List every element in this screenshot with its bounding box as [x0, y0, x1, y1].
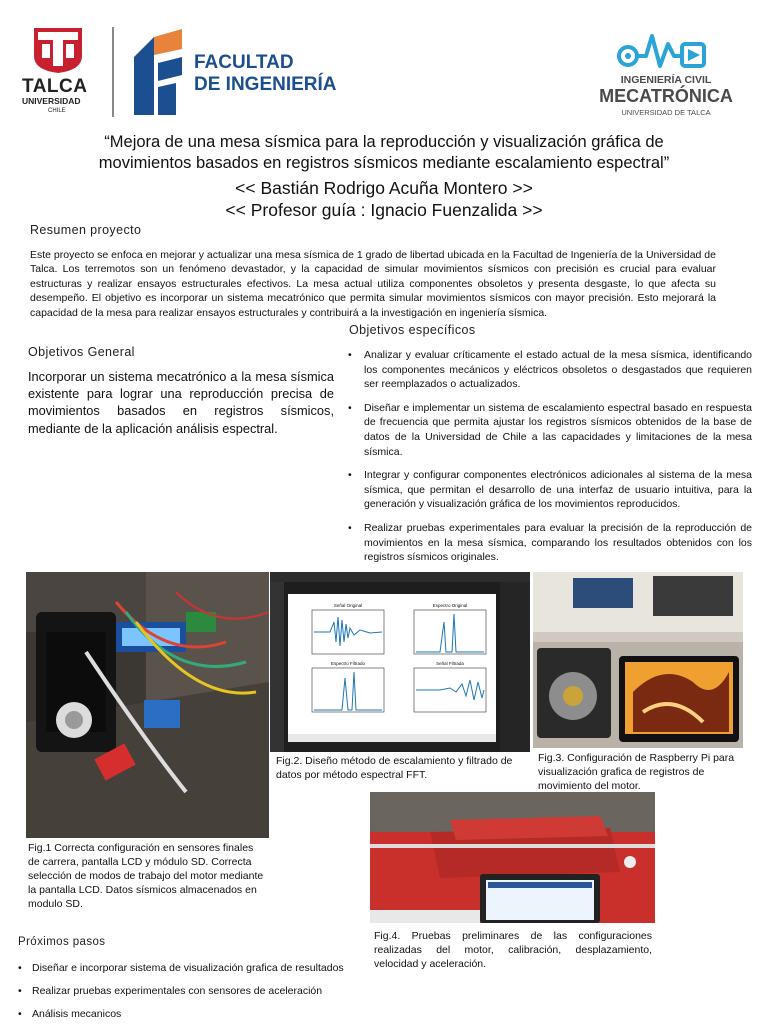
bullet-icon: • [18, 985, 22, 997]
fig2-plot-title: Espectro Filtrado [330, 661, 366, 666]
fig4-photo [370, 792, 655, 923]
proximos-pasos-list [18, 962, 378, 1031]
list-item-text: Realizar pruebas experimentales con sensores de aceleración [32, 985, 323, 997]
objetivo-general-heading: Objetivos General [28, 345, 135, 359]
facultad-ingenieria-logo [132, 27, 184, 117]
resumen-text: Este proyecto se enfoca en mejorar y actualizar una mesa sísmica de 1 grado de libertad ubicada en la Facultad de Ingeniería de la Universidad de Talca. Los terremotos son un fenómeno devastador, y la capacidad de simular movimientos sísmicos con precisión es crucial para evaluar estructuras y realizar ensayos estructurales efectivos. La mesa actual utiliza componentes obsoletos y presenta desgaste, lo que afecta su desempeño. El objetivo es incorporar un sistema mecatrónico que permita simular movimientos sísmicos con mayor precisión. Esto mejorará la capacidad de la mesa para realizar ensayos estructurales y contribuirá a la investigación en ingeniería sísmica. [30, 249, 716, 319]
university-name: TALCA [22, 76, 88, 97]
university-label: UNIVERSIDAD [22, 96, 81, 106]
objetivo-general-text: Incorporar un sistema mecatrónico a la mesa sísmica existente para lograr una reproducción precisa de movimientos basados en registros sísmicos, mediante de la aplicación análisis espectral. [28, 369, 334, 436]
program-line3: UNIVERSIDAD DE TALCA [621, 108, 711, 117]
objetivos-especificos-list [346, 348, 752, 574]
bullet-icon: • [18, 1008, 22, 1020]
fig2-caption: Fig.2. Diseño método de escalamiento y filtrado de datos por método espectral FFT. [276, 755, 513, 781]
fig2-screenshot [270, 572, 530, 752]
fig2-plot-title: Señal Original [333, 603, 363, 608]
bullet-icon: • [348, 469, 352, 482]
list-item-text: Diseñar e implementar un sistema de escalamiento espectral basado en respuesta de frecuencia que permita ajustar los registros sísmicos obtenidos de la base de datos de la Universidad de Chile a las capacidades y limitaciones de la mesa sísmica. [364, 401, 752, 458]
program-line2: MECATRÓNICA [599, 86, 733, 106]
fig3-photo [533, 572, 743, 748]
faculty-name-line2: DE INGENIERÍA [194, 74, 337, 95]
bullet-icon: • [348, 401, 352, 414]
list-item [346, 521, 752, 565]
fig2-plot-title: Espectro Original [432, 603, 468, 608]
bullet-icon: • [18, 962, 22, 974]
fig1-caption: Fig.1 Correcta configuración en sensores finales de carrera, pantalla LCD y módulo SD. Correcta selección de modos de trabajo del motor mediante la pantalla LCD. Datos sísmicos almacenados en modulo SD. [28, 842, 264, 910]
list-item-text: Integrar y configurar componentes electrónicos adicionales al sistema de la mesa sísmica, que permitan el desarrollo de una interfaz de usuario intuitiva, para la generación y visualización gráfica de los movimientos reproducidos. [364, 469, 752, 511]
university-country: CHILE [48, 108, 66, 114]
list-item [18, 1008, 378, 1021]
list-item [18, 962, 378, 975]
faculty-name-line1: FACULTAD [194, 52, 294, 73]
fig2-plot-title: Señal Filtrada [436, 661, 464, 666]
list-item [18, 985, 378, 998]
fig4-caption: Fig.4. Pruebas preliminares de las configuraciones realizadas del motor, calibración, desplazamiento, velocidad y aceleración. [374, 930, 652, 970]
list-item-text: Analizar y evaluar críticamente el estado actual de la mesa sísmica, identificando los componentes mecánicos y eléctricos obsoletos o desgastados que requieren ser reemplazados o actualizados. [364, 349, 752, 391]
proximos-pasos-heading: Próximos pasos [18, 936, 106, 948]
resumen-heading: Resumen proyecto [30, 223, 142, 237]
universidad-talca-logo [32, 26, 84, 74]
list-item [346, 401, 752, 459]
bullet-icon: • [348, 349, 352, 361]
list-item-text: Diseñar e incorporar sistema de visualización grafica de resultados [32, 962, 344, 974]
bullet-icon: • [348, 521, 352, 534]
fig1-photo [26, 572, 269, 838]
header-divider [112, 27, 114, 117]
author-name: << Bastián Rodrigo Acuña Montero >> [235, 178, 533, 198]
list-item [346, 348, 752, 392]
program-line1: INGENIERÍA CIVIL [620, 74, 712, 86]
fig3-caption: Fig.3. Configuración de Raspberry Pi para visualización grafica de registros de movimiento del motor. [538, 752, 735, 792]
poster-title: “Mejora de una mesa sísmica para la reproducción y visualización gráfica de movimientos basados en registros sísmicos mediante escalamiento espectral” [98, 133, 670, 172]
list-item [346, 468, 752, 512]
mecatronica-logo [616, 30, 714, 70]
objetivos-especificos-heading: Objetivos específicos [349, 323, 476, 337]
list-item-text: Análisis mecanicos [32, 1008, 122, 1020]
advisor-name: << Profesor guía : Ignacio Fuenzalida >> [225, 200, 543, 220]
list-item-text: Realizar pruebas experimentales para evaluar la precisión de la reproducción de movimientos en la mesa sísmica, comparando los resultados obtenidos con los registros sísmicos originales. [364, 521, 752, 564]
